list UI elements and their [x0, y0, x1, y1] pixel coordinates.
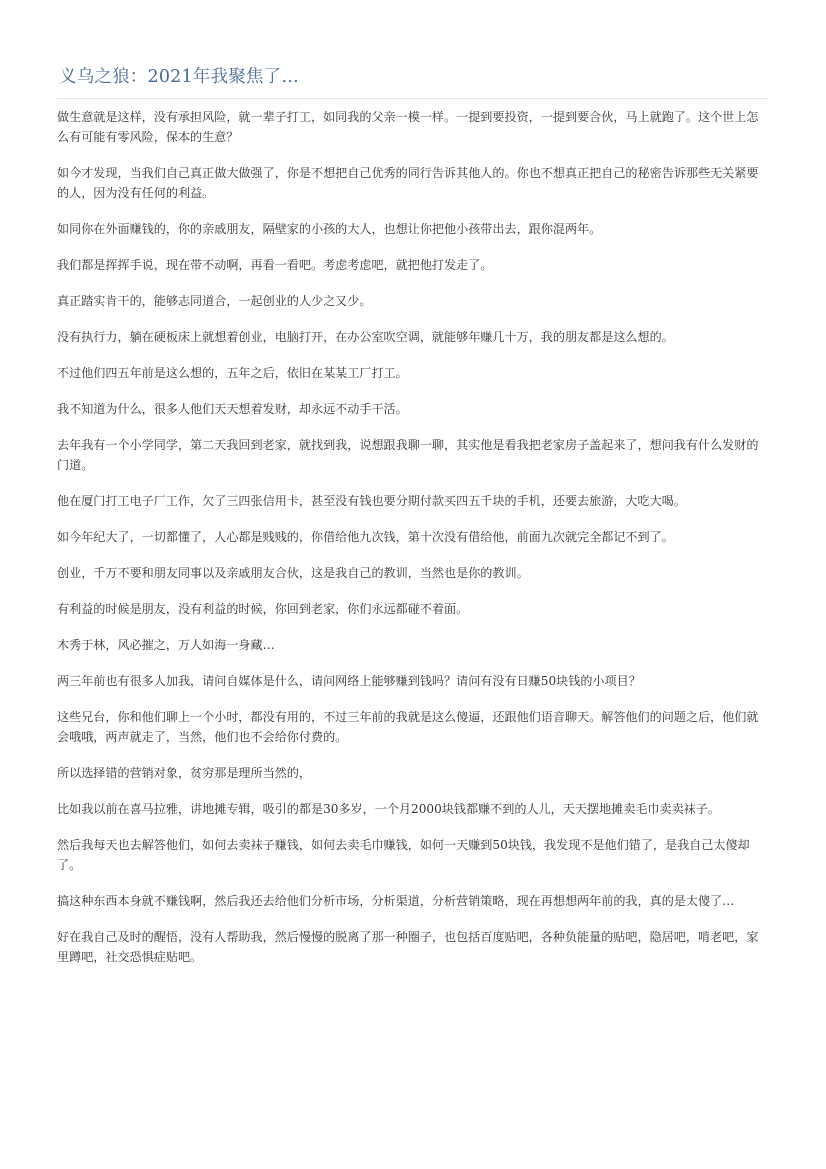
paragraph: 创业，千万不要和朋友同事以及亲戚朋友合伙，这是我自己的教训，当然也是你的教训。 — [57, 566, 529, 580]
paragraph: 两三年前也有很多人加我，请问自媒体是什么，请问网络上能够赚到钱吗？请问有没有日赚50块钱的小项目？ — [57, 674, 641, 688]
paragraph: 不过他们四五年前是这么想的，五年之后，依旧在某某工厂打工。 — [57, 366, 408, 380]
paragraph: 这些兄台，你和他们聊上一个小时，都没有用的，不过三年前的我就是这么傻逼，还跟他们语音聊天。解答他们的问题之后，他们就会哦哦，两声就走了，当然，他们也不会给你付费的。 — [57, 710, 759, 744]
paragraph: 真正踏实肯干的，能够志同道合，一起创业的人少之又少。 — [57, 294, 372, 308]
paragraph: 没有执行力，躺在硬板床上就想着创业，电脑打开，在办公室吹空调，就能够年赚几十万，我的朋友都是这么想的。 — [57, 330, 674, 344]
paragraph: 去年我有一个小学同学，第二天我回到老家，就找到我，说想跟我聊一聊，其实他是看我把老家房子盖起来了，想问我有什么发财的门道。 — [57, 438, 759, 472]
paragraph: 如今年纪大了，一切都懂了，人心都是贱贱的，你借给他九次钱，第十次没有借给他，前面九次就完全都记不到了。 — [57, 530, 674, 544]
paragraph: 我不知道为什么，很多人他们天天想着发财，却永远不动手干活。 — [57, 402, 408, 416]
title-divider — [57, 98, 769, 99]
paragraph: 木秀于林，风必摧之，万人如海一身藏… — [57, 638, 275, 652]
paragraph: 做生意就是这样，没有承担风险，就一辈子打工，如同我的父亲一模一样。一提到要投资，一提到要合伙，马上就跑了。这个世上怎么有可能有零风险，保本的生意？ — [57, 110, 759, 144]
paragraph: 好在我自己及时的醒悟，没有人帮助我，然后慢慢的脱离了那一种圈子，也包括百度贴吧，各种负能量的贴吧，隐居吧，啃老吧，家里蹲吧，社交恐惧症贴吧。 — [57, 930, 759, 964]
paragraph: 如今才发现，当我们自己真正做大做强了，你是不想把自己优秀的同行告诉其他人的。你也不想真正把自己的秘密告诉那些无关紧要的人，因为没有任何的利益。 — [57, 166, 759, 200]
paragraph: 然后我每天也去解答他们，如何去卖袜子赚钱，如何去卖毛巾赚钱，如何一天赚到50块钱，我发现不是他们错了，是我自己太傻却了。 — [57, 838, 750, 872]
article-title: 义乌之狼：2021年我聚焦了… — [59, 67, 300, 87]
paragraph: 我们都是挥挥手说，现在带不动啊，再看一看吧。考虑考虑吧，就把他打发走了。 — [57, 258, 493, 272]
paragraph: 所以选择错的营销对象，贫穷那是理所当然的， — [57, 766, 311, 780]
paragraph: 如同你在外面赚钱的，你的亲戚朋友，隔壁家的小孩的大人，也想让你把他小孩带出去，跟你混两年。 — [57, 222, 602, 236]
paragraph: 搞这种东西本身就不赚钱啊，然后我还去给他们分析市场，分析渠道，分析营销策略，现在再想想两年前的我，真的是太傻了… — [57, 894, 735, 908]
paragraph: 有利益的时候是朋友，没有利益的时候，你回到老家，你们永远都碰不着面。 — [57, 602, 469, 616]
paragraph: 比如我以前在喜马拉雅，讲地摊专辑，吸引的都是30多岁，一个月2000块钱都赚不到的人儿，天天摆地摊卖毛巾卖卖袜子。 — [57, 802, 720, 816]
article-body — [57, 107, 769, 983]
paragraph: 他在厦门打工电子厂工作，欠了三四张信用卡，甚至没有钱也要分期付款买四五千块的手机，还要去旅游，大吃大喝。 — [57, 494, 686, 508]
